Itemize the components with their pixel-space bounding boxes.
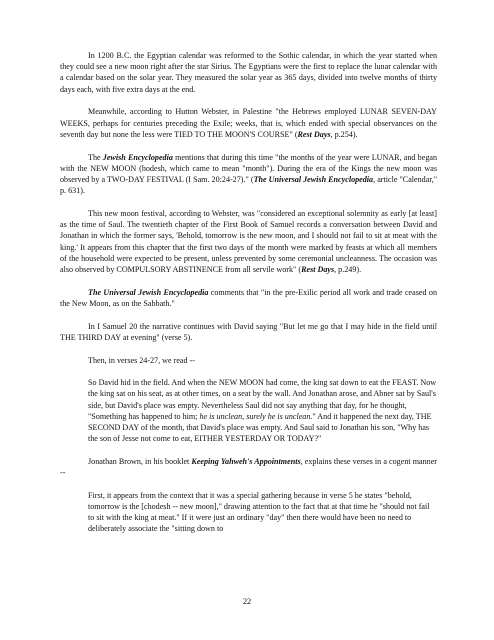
citation-jewish-encyclopedia: Jewish Encyclopedia [102,152,173,162]
citation-universal-jewish-encyclopedia: The Universal Jewish Encyclopedia [88,287,209,297]
quote-text: " And it happened the next day, THE SECOND DAY of the month, that David's place was empty. And Saul said to Jonathan his son, "Why has the son of Jesse not come to eat, EITHER YESTERDAY OR TODAY?" [88,411,432,444]
citation-rest-days: Rest Days [301,265,335,275]
paragraph-text: In 1200 B.C. the Egyptian calendar was reformed to the Sothic calendar, in which the year started when they could see a new moon right after the star Sirius. The Egyptians were the first to replace the lunar calendar with a calendar based on the solar year. They measured the solar year as 365 days, divided into twelve months of thirty days each, with five extra days at the end. [60,51,437,94]
block-quote-brown [88,490,437,535]
paragraph-jonathan-brown [60,456,437,478]
paragraph-text: In I Samuel 20 the narrative continues with David saying "But let me go that I may hide in the field until THE THIRD DAY at evening" (verse 5). [60,321,437,343]
paragraph-text: This new moon festival, according to Webster, was "considered an exceptional solemnity as early [at least] as the time of Saul. The twentieth chapter of the First Book of Samuel records a conversation between David and Jonathan in which the former says, 'Behold, tomorrow is the new moon, and I should not fail to sit at meat with the king.' It appears from this chapter that the first two days of the month were marked by feasts at which all members of the household were expected to be present, unless prevented by some ceremonial uncleanness. The occasion was also observed by COMPULSORY ABSTINENCE from all servile work" ( [60,209,437,275]
citation-universal-jewish-encyclopedia: The Universal Jewish Encyclopedia [253,175,374,185]
citation-rest-days: Rest Days [297,129,331,139]
citation-keeping-yahwehs-appointments: Keeping Yahweh's Appointments [191,456,301,466]
paragraph-lunar-weeks [60,106,437,140]
page-number: 22 [242,597,252,606]
paragraph-sothic-calendar [60,50,437,95]
paragraph-new-moon-festival [60,208,437,275]
block-quote-samuel [88,377,437,444]
paragraph-samuel-20 [60,321,437,343]
paragraph-work-ceased [60,287,437,309]
paragraph-jewish-encyclopedia [60,152,437,197]
paragraph-text: , article "Calendar," p. 631). [60,175,438,196]
paragraph-text: Jonathan Brown, in his booklet [88,456,192,466]
quote-italic-text: he is unclean, surely he is unclean. [199,411,313,421]
paragraph-text: , p.249). [334,265,362,275]
body-text [60,50,437,546]
paragraph-text: Meanwhile, according to Hutton Webster, in Palestine "the Hebrews employed LUNAR SEVEN-DAY WEEKS, perhaps for centuries preceding the Exile; weeks, that is, which ended with special observances on the seventh day but none the less were TIED TO THE MOON'S COURSE" ( [60,107,437,139]
paragraph-text: Then, in verses 24-27, we read -- [88,355,195,365]
quote-text: So David hid in the field. And when the NEW MOON had come, the king sat down to eat the FEAST. Now the king sat on his seat, as at other times, on a seat by the wall. And Jonathan arose, and Abner sat by Saul's side, but David's place was empty. Nevertheless Saul did not say anything that day, for he thought, "Something has happened to him; [88,378,437,421]
paragraph-text: , p.254). [330,129,358,139]
paragraph-text: mentions that during this time "the months of the year were LUNAR, and began with the NEW MOON (hodesh, which came to mean "month"). During the era of the Kings the new moon was observed by a TWO-DAY FESTIVAL (I Sam. 20:24-27)." ( [60,152,438,185]
paragraph-text: comments that "in the pre-Exilic period all work and trade ceased on the New Moon, as on the Sabbath." [60,287,437,309]
paragraph-verses-intro [60,355,437,366]
quote-text: First, it appears from the context that it was a special gathering because in verse 5 he states "behold, tomorrow is the [chodesh -- new moon]," drawing attention to the fact that at that time he "should not fail to sit with the king at meat." If it were just an ordinary "day" then there would have been no need to deliberately associate the "sitting down to [88,490,430,534]
paragraph-text: , explains these verses in a cogent manner -- [60,456,437,478]
paragraph-text: The [88,152,103,162]
